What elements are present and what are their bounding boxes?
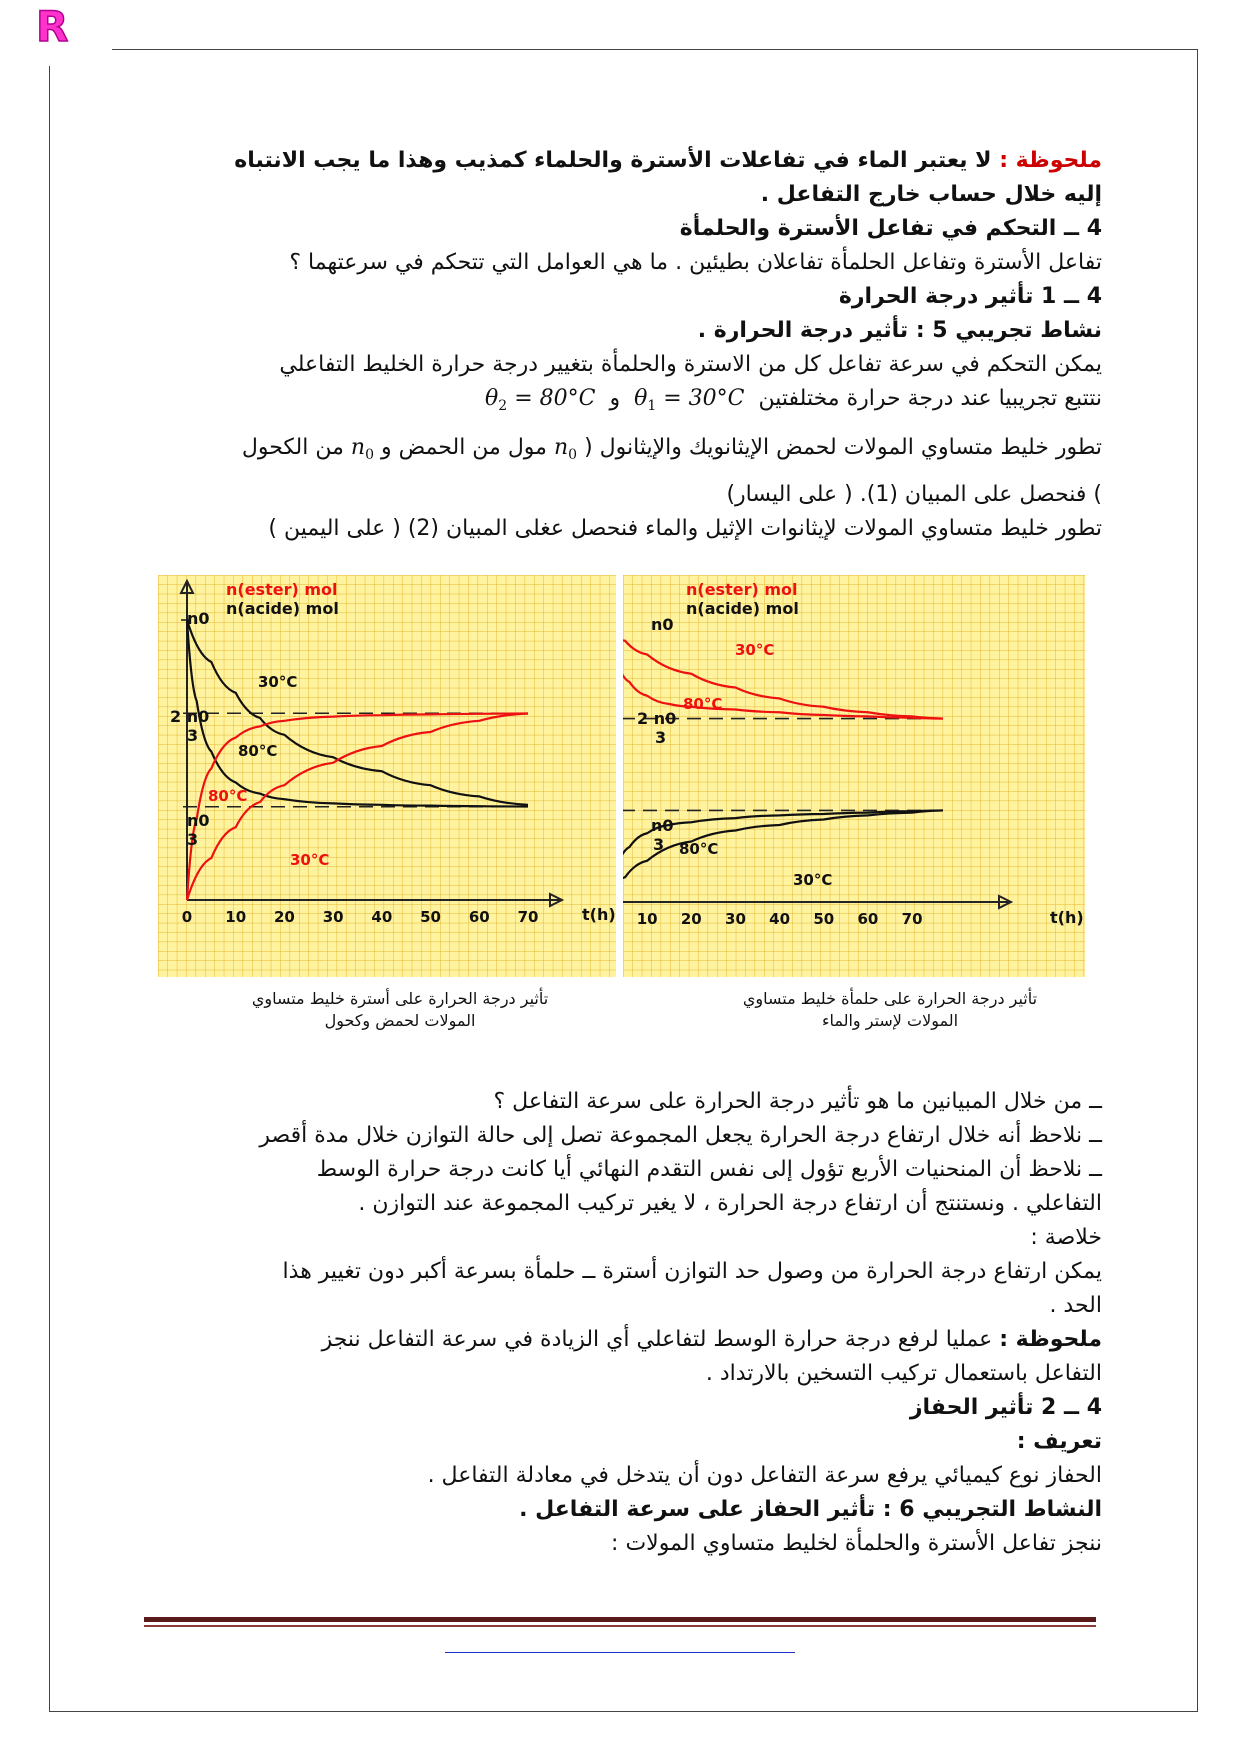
label-ester-30c: 30°C [735,641,775,659]
label-ester-80c: 80°C [208,787,248,805]
note-2-line-2: التفاعل باستعمال تركيب التسخين بالارتداد . [705,1361,1102,1386]
label-ester-30c: 30°C [290,851,330,869]
hydrolysis-chart-svg [623,575,1085,977]
y-label-2n0-denominator: 3 [655,728,667,747]
y-label-n0-third-denominator: 3 [187,830,199,849]
note-label: ملحوظة : [999,148,1102,173]
y-label-n0-third-denominator: 3 [653,835,665,854]
theta2-formula: $\theta_2 = 80^\circ C$ [485,386,596,414]
x-tick-label: 20 [273,908,295,926]
footer-link-underline[interactable] [445,1652,795,1653]
x-tick-label: 0 [181,908,193,926]
y-label-n0: n0 [187,609,210,628]
x-tick-label: 30 [725,910,746,928]
x-tick-label: 60 [857,910,879,928]
esterification-chart-svg [158,575,616,977]
label-ester-80c: 80°C [683,695,723,713]
caption-line-2: المولات لإستر والماء [821,1011,959,1030]
label-acide-80c: 80°C [238,742,278,760]
temperatures-intro: نتتبع تجريبيا عند درجة حرارة مختلفتين [758,386,1102,411]
x-tick-label: 50 [420,908,442,926]
legend-ester: n(ester) mol [226,580,338,599]
and-word: و [609,386,621,411]
answer-line-2: ــ نلاحظ أن المنحنيات الأربع تؤول إلى نفس التقدم النهائي أيا كانت درجة حرارة الوسط [316,1157,1102,1182]
summary-line-1: يمكن ارتفاع درجة الحرارة من وصول حد التوازن أسترة ــ حلمأة بسرعة أكبر دون تغيير هذا [282,1259,1102,1284]
y-label-2n0: 2 n0 [637,709,677,728]
activity-5-title: نشاط تجريبي 5 : تأثير درجة الحرارة . [697,318,1102,343]
last-line: ننجز تفاعل الأسترة والحلمأة لخليط متساوي المولات : [611,1531,1102,1556]
definition-text: الحفاز نوع كيميائي يرفع سرعة التفاعل دون أن يتدخل في معادلة التفاعل . [427,1463,1102,1488]
x-axis-label: t(h) [582,905,616,924]
x-tick-label: 60 [468,908,490,926]
note-2-line-1: ملحوظة : عمليا لرفع درجة حرارة الوسط لتفاعلي أي الزيادة في سرعة التفاعل ننجز [321,1327,1102,1352]
y-label-n0: n0 [651,615,674,634]
note-paragraph [152,144,1102,178]
page-frame-right [1197,49,1198,1712]
x-tick-label: 70 [517,908,539,926]
legend-ester: n(ester) mol [686,580,798,599]
label-acide-30c: 30°C [793,871,833,889]
x-tick-label: 40 [371,908,393,926]
activity-6-title: النشاط التجريبي 6 : تأثير الحفاز على سرعة التفاعل . [519,1497,1102,1522]
n0-symbol: $n_0$ [553,435,578,463]
summary-label: خلاصة : [1030,1225,1102,1250]
page-frame-left [49,66,50,1712]
intro-question: تفاعل الأسترة وتفاعل الحلمأة تفاعلان بطيئين . ما هي العوامل التي تتحكم في سرعتهما ؟ [289,250,1102,275]
label-acide-30c: 30°C [258,673,298,691]
caption-line-1: تأثير درجة الحرارة على حلمأة خليط متساوي [742,989,1038,1008]
n0-symbol-2: $n_0$ [350,435,374,463]
summary-line-2: الحد . [1049,1293,1102,1318]
paragraph-line-4: ) فنحصل على المبيان (1). ( على اليسار) [726,482,1102,507]
x-tick-label: 10 [225,908,247,926]
site-logo: R [36,2,69,51]
note-2-label: ملحوظة : [999,1327,1102,1352]
definition-label: تعريف : [1016,1429,1102,1454]
footer-rule-thin [144,1625,1096,1627]
x-axis-label: t(h) [1050,908,1084,927]
x-tick-label: 50 [813,910,835,928]
x-tick-label: 20 [680,910,702,928]
theta1-formula: $\theta_1 = 30^\circ C$ [634,386,745,414]
section-heading-4: 4 ــ التحكم في تفاعل الأسترة والحلمأة [679,216,1102,241]
esterification-chart [158,575,616,977]
note-text: لا يعتبر الماء في تفاعلات الأسترة والحلماء كمذيب وهذا ما يجب الانتباه [234,148,992,173]
footer-rule [144,1617,1096,1622]
y-label-2n0-denominator: 3 [187,726,199,745]
paragraph-line-1: يمكن التحكم في سرعة تفاعل كل من الاسترة والحلمأة بتغيير درجة حرارة الخليط التفاعلي [279,352,1102,377]
x-tick-label: 40 [769,910,791,928]
x-tick-label: 70 [901,910,923,928]
x-tick-label: 30 [322,908,344,926]
caption-line-1: تأثير درجة الحرارة على أسترة خليط متساوي [251,989,549,1008]
caption-line-2: المولات لحمض وكحول [324,1011,476,1030]
y-label-n0-third: n0 [651,816,674,835]
answer-line-1: ــ نلاحظ أنه خلال ارتفاع درجة الحرارة يجعل المجموعة تصل إلى حالة التوازن خلال مدة أقصر [259,1123,1102,1148]
y-label-2n0: 2 n0 [170,707,210,726]
note-text-2: إليه خلال حساب خارج التفاعل . [760,182,1102,207]
question-line: ــ من خلال المبيانين ما هو تأثير درجة الحرارة على سرعة التفاعل ؟ [493,1089,1102,1114]
section-heading-4-2: 4 ــ 2 تأثير الحفاز [909,1395,1102,1420]
section-heading-4-1: 4 ــ 1 تأثير درجة الحرارة [838,284,1102,309]
intro-block [152,144,1102,546]
conclusion-block [152,1085,1102,1561]
label-acide-80c: 80°C [679,840,719,858]
page-frame-bottom [49,1711,1198,1712]
page-frame-top [112,49,1198,50]
paragraph-line-2 [152,382,1102,423]
x-tick-label: 10 [636,910,658,928]
esterification-caption [200,988,600,1032]
legend-acide: n(acide) mol [686,599,799,618]
hydrolysis-chart [623,575,1085,977]
hydrolysis-caption [700,988,1080,1032]
y-label-n0-third: n0 [187,811,210,830]
paragraph-line-5: تطور خليط متساوي المولات لإيثانوات الإثيل والماء فنحصل عغلى المبيان (2) ( على اليمين ) [268,516,1102,541]
answer-line-3: التفاعلي . ونستنتج أن ارتفاع درجة الحرارة ، لا يغير تركيب المجموعة عند التوازن . [358,1191,1102,1216]
paragraph-line-3: تطور خليط متساوي المولات لحمض الإيثانويك والإيثانول ( $n_0$ مول من الحمض و $n_0$ من الكحول [241,435,1102,463]
legend-acide: n(acide) mol [226,599,339,618]
